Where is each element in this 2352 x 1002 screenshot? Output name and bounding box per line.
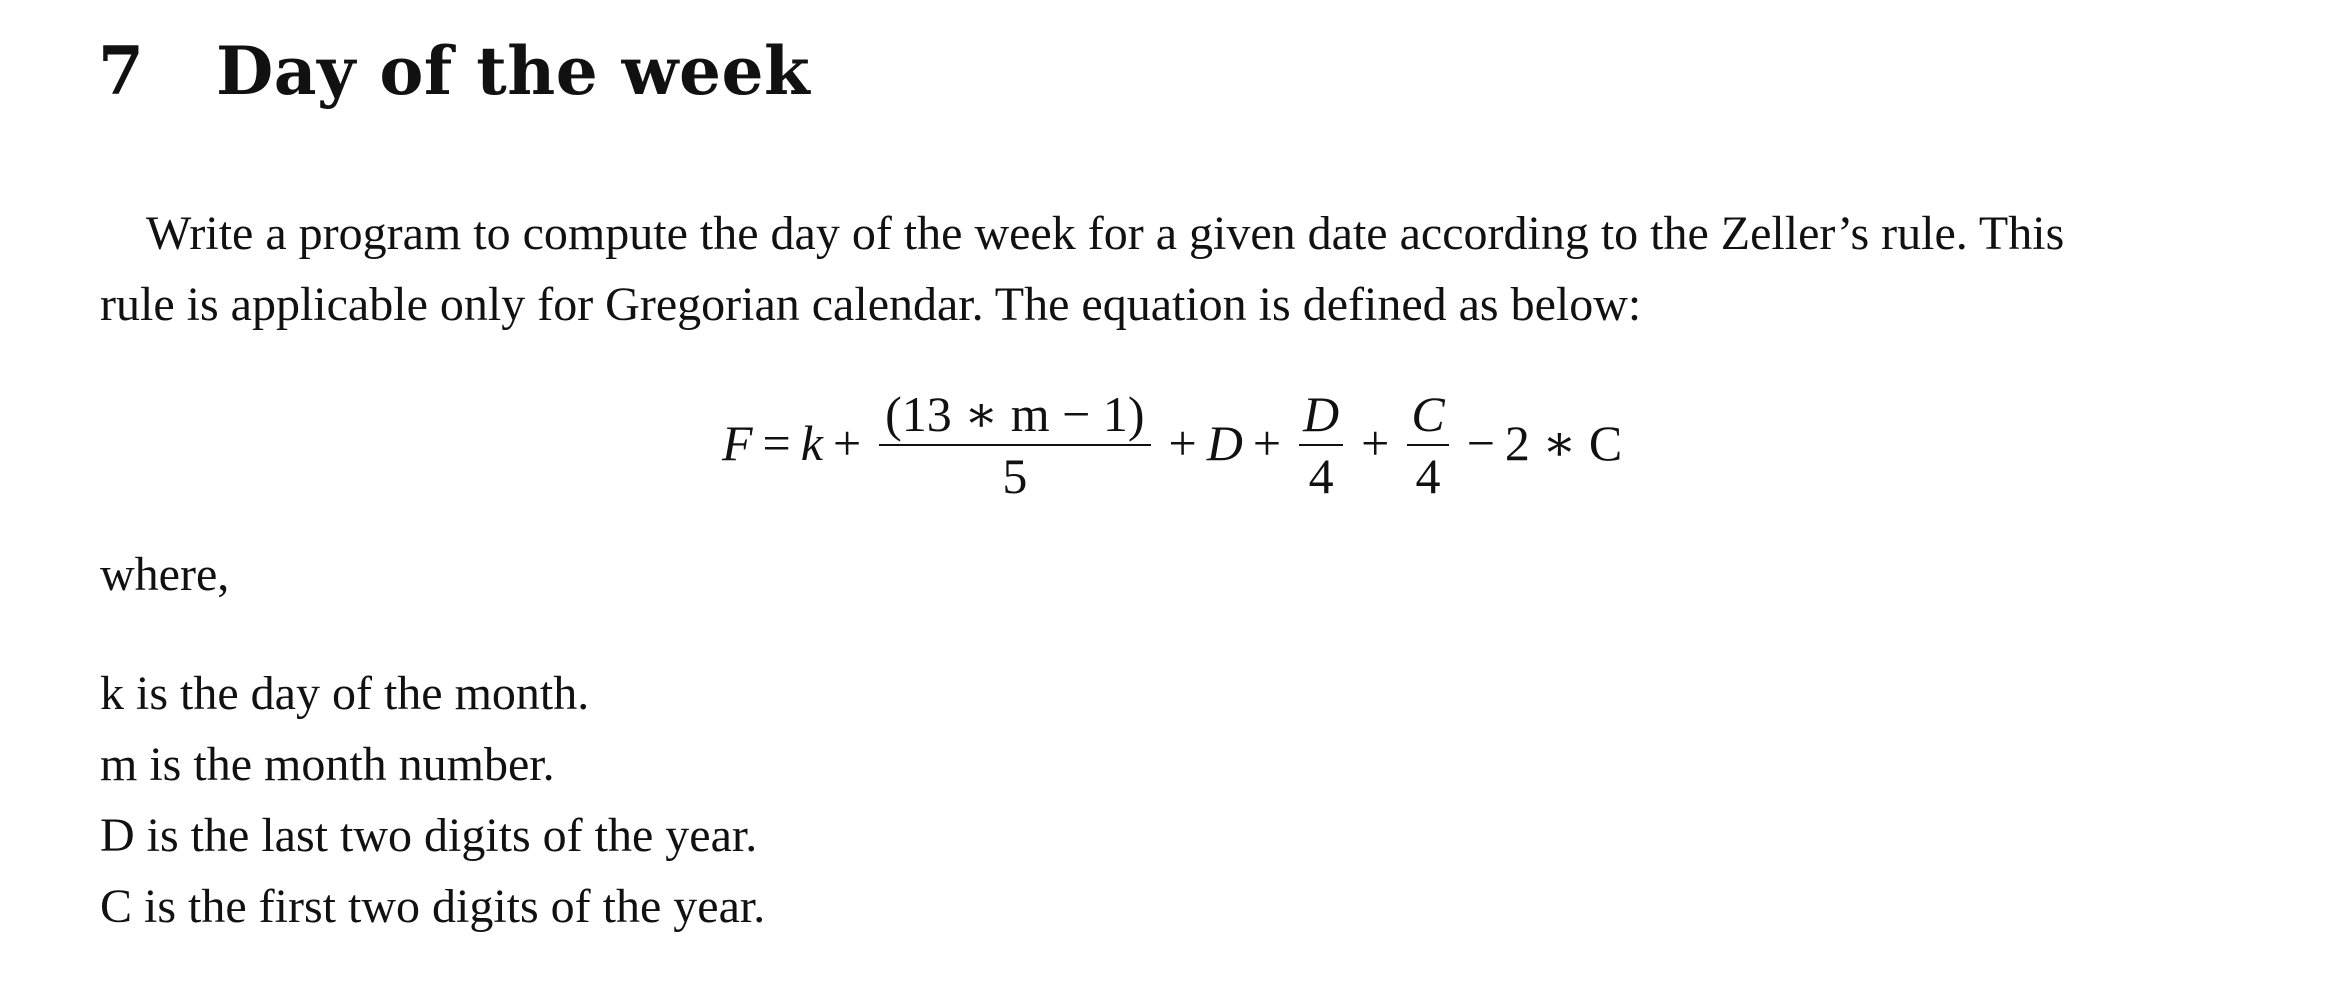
- fraction-D-over-4: [1299, 384, 1343, 506]
- fraction-C-denominator: 4: [1415, 448, 1441, 504]
- intro-line-2: rule is applicable only for Gregorian calendar. The equation is defined as below:: [100, 278, 1642, 331]
- where-label: where,: [100, 548, 230, 601]
- fraction-13m-denominator: 5: [1002, 448, 1028, 504]
- equation-D: D: [1206, 415, 1243, 471]
- section-number: 7: [98, 32, 145, 110]
- section-heading: [98, 32, 811, 124]
- equation-plus-4: +: [1361, 415, 1390, 471]
- equation-minus: −: [1466, 415, 1495, 471]
- equation-plus-3: +: [1252, 415, 1282, 471]
- equation-lhs: F: [722, 415, 753, 471]
- definitions-list: [100, 658, 765, 942]
- definition-D: D is the last two digits of the year.: [100, 809, 758, 862]
- definition-k: k is the day of the month.: [100, 667, 590, 720]
- definition-m: m is the month number.: [100, 738, 555, 791]
- fraction-D-denominator: 4: [1308, 448, 1334, 504]
- intro-line-1: Write a program to compute the day of the week for a given date according to the Zeller’s rule. This: [146, 207, 2065, 260]
- definition-C: C is the first two digits of the year.: [100, 880, 766, 933]
- fraction-C-over-4: [1407, 384, 1448, 506]
- fraction-D-numerator: D: [1303, 386, 1340, 442]
- fraction-13m-numerator: (13 ∗ m − 1): [885, 386, 1145, 442]
- section-title: Day of the week: [216, 32, 811, 110]
- equation-plus-1: +: [832, 415, 862, 471]
- equation-tail: 2 ∗ C: [1504, 415, 1623, 471]
- zeller-equation: [722, 378, 1622, 508]
- equation-equals: =: [762, 415, 791, 471]
- fraction-C-numerator: C: [1411, 386, 1445, 442]
- equation-k: k: [800, 415, 823, 471]
- equation-plus-2: +: [1168, 415, 1197, 471]
- fraction-13m: [879, 384, 1150, 506]
